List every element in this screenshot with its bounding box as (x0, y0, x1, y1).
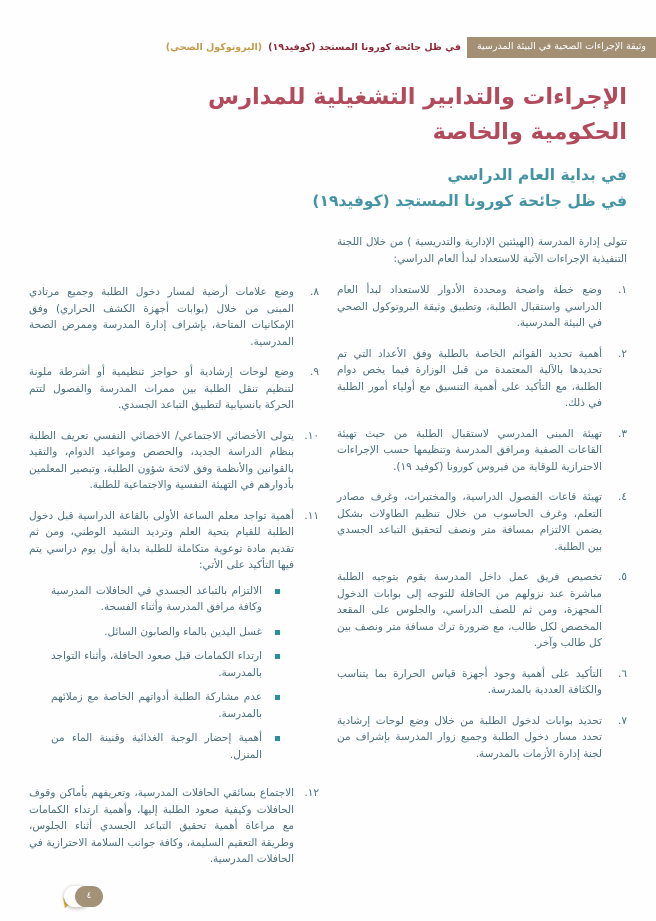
bullet-item (51, 689, 280, 722)
bullet-item (51, 730, 280, 763)
item-text: يتولى الأخصائي الاجتماعي/ الاخصائي النفسي تعريف الطلبة بنظام الدراسة الجديد، والحصص ومواعيد الدوام، والتقيد بالقوانين والأنظمة وفق لائحة شؤون الطلبة، وتبصير المعلمين بأدوارهم في التهيئة النفسية والاجتماعية للطلبة. (29, 429, 294, 491)
list-item (29, 428, 319, 494)
item-text: وضع خطة واضحة ومحددة الأدوار للاستعداد لبدأ العام الدراسي واستقبال الطلبة، وتطبيق وثيقة البروتوكول الصحي في البيئة المدرسية. (337, 284, 602, 329)
item-text: أهمية تحديد القوائم الخاصة بالطلبة وفق الأعداد التي تم تحديدها بالآلية المعتمدة من قبل الوزارة فيما يخص دوام الطلبة، مع التأكيد على أهمية التنسيق مع أولياء أمور الطلبة في ذلك. (337, 347, 602, 409)
bullet-item (51, 583, 280, 616)
bullet-square-icon (275, 589, 280, 594)
two-column-layout (29, 234, 627, 882)
header-ribbon: وثيقة الإجراءات الصحية في البيئة المدرسية (467, 37, 656, 58)
item-text: وضع لوحات إرشادية أو حواجز تنظيمية أو أشرطة ملونة لتنظيم تنقل الطلبة بين ممرات المدرسة والفصول لتتم الحركة بانسيابية لتطبيق التباعد الجسدي. (29, 366, 294, 411)
item-number: ٩. (310, 366, 319, 378)
list-item (337, 713, 627, 763)
item-number: ٤. (618, 491, 627, 503)
list-item (337, 569, 627, 652)
page-subtitle (29, 162, 627, 214)
item-text: التأكيد على أهمية وجود أجهزة قياس الحرارة بما يتناسب والكثافة العددية بالمدرسة. (337, 667, 602, 696)
page-title-line-2: الحكومية والخاصة (432, 119, 627, 145)
page-subtitle-line-2: في ظل جائحة كورونا المستجد (كوفيد١٩) (312, 192, 627, 210)
header-protocol-text: (البروتوكول الصحي) (165, 41, 263, 53)
item-number: ٣. (618, 427, 627, 440)
bullet-square-icon (275, 695, 280, 700)
item-number: ٦. (618, 667, 627, 680)
bullet-square-icon (275, 736, 280, 741)
item-number: ١٠. (304, 429, 319, 442)
list-item (337, 426, 627, 476)
page-title (29, 80, 627, 150)
page-title-line-1: الإجراءات والتدابير التشغيلية للمدارس (208, 84, 627, 110)
item-text: أهمية تواجد معلم الساعة الأولى بالقاعة الدراسية قبل دخول الطلبة للقيام بتحية العلم وترديد النشيد الوطني، ومن ثم تقديم مادة توعوية متكاملة للطلبة بداية أول يوم دراسي يتم فيها التأكيد على الأتي: (29, 509, 294, 571)
item-text: تهيئة قاعات الفصول الدراسية، والمختبرات، وغرف مصادر التعلم، وغرف الحاسوب من خلال تنظيم الطاولات بشكل يضمن الالتزام بمسافة متر ونصف لتحقيق التباعد الجسدي بين الطلبة. (337, 491, 602, 553)
bullet-text: ارتداء الكمامات قبل صعود الحافلة، وأثناء التواجد بالمدرسة. (51, 650, 262, 679)
item-text: تخصيص فريق عمل داخل المدرسة يقوم بتوجيه الطلبة مباشرة عند نزولهم من الحافلة للتوجه إلى بوابات الدخول المجهزة، ومن ثم للصف الدراسي، والجلوس على المقعد المخصص لكل طالب، مع ضرورة ترك مسافة متر ونصف بين كل طالب وآخر. (337, 571, 602, 649)
intro-paragraph: تتولى إدارة المدرسة (الهيئتين الإدارية والتدريسية ) من خلال اللجنة التنفيذية الإجراءات الآتية للاستعداد لبدأ العام الدراسي: (337, 236, 627, 265)
bullet-list (51, 583, 280, 764)
item-number: ٧. (618, 714, 627, 727)
bullet-square-icon (275, 630, 280, 635)
header-context-text: في ظل جائحة كورونا المستجد (كوفيد١٩) (268, 41, 461, 53)
item-number: ٨. (310, 286, 319, 298)
bullet-text: أهمية إحضار الوجبة الغذائية وقنينة الماء من المنزل. (51, 732, 262, 761)
item-body (29, 508, 294, 772)
item-number: ٥. (618, 571, 627, 583)
bullet-square-icon (275, 654, 280, 659)
bullet-text: غسل اليدين بالماء والصابون السائل. (104, 625, 262, 638)
list-item (337, 282, 627, 332)
item-number: ٢. (618, 347, 627, 360)
item-text: الاجتماع بسائقي الحافلات المدرسية، وتعريفهم بأماكن وقوف الحافلات وكيفية صعود الطلبة إليها، وأهمية ارتداء الكمامات مع مراعاة أهمية تحقيق التباعد الجسدي أثناء الجلوس، وطريقة التعقيم السليمة، وكافة جوانب السلامة الاحترازية في الحافلات المدرسية. (29, 787, 294, 865)
bullet-item (51, 624, 280, 641)
item-text: تهيئة المبنى المدرسي لاستقبال الطلبة من حيث تهيئة القاعات الصفية ومرافق المدرسة وتنظيمها حسب الإجراءات الاحترازية للوقاية من فيروس كورونا (كوفيد ١٩). (337, 427, 602, 473)
page-number: ٤ (75, 886, 103, 907)
column-right (337, 234, 627, 776)
list-item (337, 489, 627, 555)
list-item (29, 284, 319, 350)
bullet-text: الالتزام بالتباعد الجسدي في الحافلات المدرسية وكافة مرافق المدرسة وأثناء الفسحة. (51, 584, 262, 613)
page-content (29, 80, 627, 882)
item-text: وضع علامات أرضية لمسار دخول الطلبة وجميع مرتادي المبنى من خلال (بوابات أجهزة الكشف الحراري) وفق الإمكانيات المتاحة، بإشراف إدارة المدرسة وممرض الصحة المدرسية. (29, 286, 294, 348)
item-number: ١. (618, 284, 627, 296)
page-subtitle-line-1: في بداية العام الدراسي (447, 166, 627, 184)
list-item (29, 508, 319, 772)
page-number-badge (61, 886, 103, 907)
bullet-text: عدم مشاركة الطلبة أدواتهم الخاصة مع زملائهم بالمدرسة. (51, 691, 262, 720)
item-text: تحديد بوابات لدخول الطلبة من خلال وضع لوحات إرشادية تحدد مسار دخول الطلبة وجميع زوار المدرسة بإشراف من لجنة إدارة الأزمات بالمدرسة. (337, 714, 602, 760)
page-header (166, 37, 656, 58)
list-item (337, 666, 627, 699)
list-item (29, 364, 319, 414)
column-left (29, 234, 319, 882)
list-item (29, 785, 319, 868)
list-item (337, 346, 627, 412)
item-number: ١١. (304, 509, 319, 522)
bullet-item (51, 648, 280, 681)
item-number: ١٢. (304, 787, 319, 799)
